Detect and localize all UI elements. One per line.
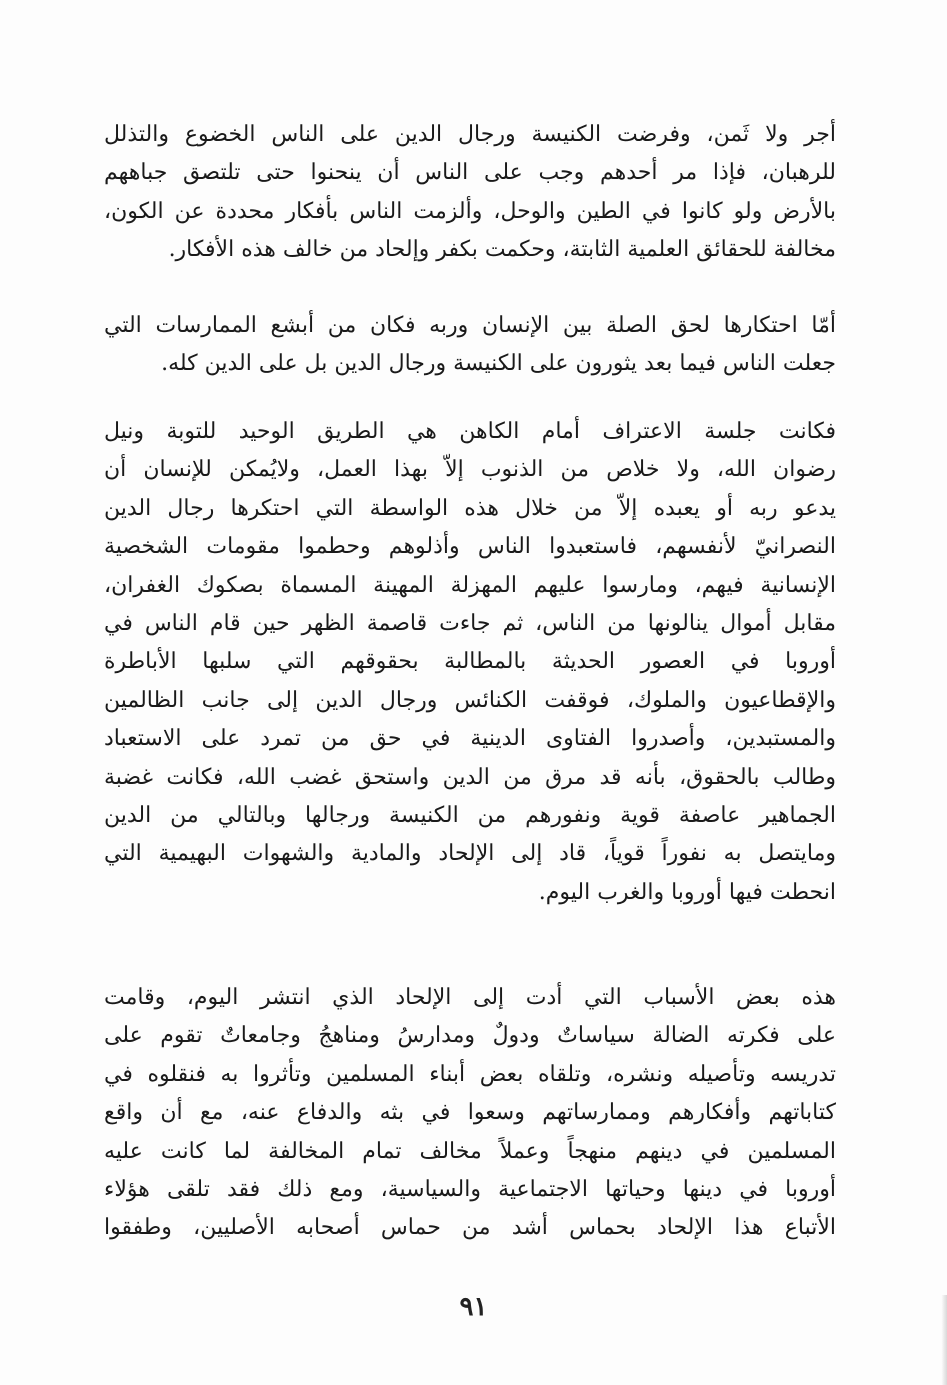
page-number: ٩١ [459, 1292, 488, 1322]
text-line: النصرانيّ لأنفسهم، فاستعبدوا الناس وأذلوهم وحطموا مقومات الشخصية [104, 534, 836, 560]
paragraph-4 [104, 979, 836, 1248]
page-edge-shadow [941, 1295, 947, 1385]
text-line: رضوان الله، ولا خلاص من الذنوب إلاّ بهذا العمل، ولايُمكن للإنسان أن [104, 457, 836, 483]
text-line: وطالب بالحقوق، بأنه قد مرق من الدين واستحق غضب الله، فكانت غضبة [104, 764, 836, 790]
text-line: أوروبا في العصور الحديثة بالمطالبة بحقوقهم التي سلبها الأباطرة [104, 649, 836, 675]
text-line: المسلمين في دينهم منهجاً وعملاً مخالف تمام المخالفة لما كانت عليه [104, 1138, 836, 1164]
text-line: الأتباع هذا الإلحاد بحماس أشد من حماس أصحابه الأصليين، وطفقوا [104, 1215, 836, 1241]
paragraph-1 [104, 116, 836, 270]
text-line: الجماهير عاصفة قوية ونفورهم من الكنيسة ورجالها وبالتالي من الدين [104, 803, 836, 829]
text-line: تدريسه وتأصيله ونشره، وتلقاه بعض أبناء المسلمين وتأثروا به فنقلوه في [104, 1061, 836, 1087]
paragraph-2 [104, 307, 836, 384]
text-line: والمستبدين، وأصدروا الفتاوى الدينية في حق من تمرد على الاستعباد [104, 726, 836, 752]
text-line: جعلت الناس فيما بعد يثورون على الكنيسة ورجال الدين بل على الدين كله. [161, 351, 836, 377]
text-line: أجر ولا ثَمن، وفرضت الكنيسة ورجال الدين على الناس الخضوع والتذلل [104, 122, 836, 147]
text-line: مخالفة للحقائق العلمية الثابتة، وحكمت بكفر وإلحاد من خالف هذه الأفكار. [168, 237, 836, 263]
text-line: ومايتصل به نفوراً قوياً، قاد إلى الإلحاد والمادية والشهوات البهيمية التي [104, 841, 836, 867]
text-line: انحطت فيها أوروبا والغرب اليوم. [538, 879, 836, 905]
text-line: هذه بعض الأسباب التي أدت إلى الإلحاد الذي انتشر اليوم، وقامت [104, 985, 836, 1010]
text-line: كتاباتهم وأفكارهم وممارساتهم وسعوا في بثه والدفاع عنه، مع أن واقع [104, 1100, 836, 1126]
text-line: أمّا احتكارها لحق الصلة بين الإنسان وربه فكان من أبشع الممارسات التي [104, 313, 836, 338]
text-line: بالأرض ولو كانوا في الطين والوحل، وألزمت الناس بأفكار محددة عن الكون، [104, 198, 836, 224]
paragraph-3 [104, 413, 836, 912]
text-line: والإقطاعيون والملوك، فوقفت الكنائس ورجال الدين إلى جانب الظالمين [104, 687, 836, 713]
text-line: أوروبا في دينها وحياتها الاجتماعية والسياسية، ومع ذلك فقد تلقى هؤلاء [104, 1177, 836, 1203]
text-line: مقابل أموال ينالونها من الناس، ثم جاءت قاصمة الظهر حين قام الناس في [104, 611, 836, 637]
text-line: على فكرته الضالة سياساتٌ ودولٌ ومدارسُ ومناهجُ وجامعاتٌ تقوم على [104, 1023, 836, 1049]
text-line: الإنسانية فيهم، ومارسوا عليهم المهزلة المهينة المسماة بصكوك الغفران، [104, 572, 836, 598]
text-line: للرهبان، فإذا مر أحدهم وجب على الناس أن ينحنوا حتى تلتصق جباههم [104, 160, 836, 186]
text-line: فكانت جلسة الاعتراف أمام الكاهن هي الطريق الوحيد للتوبة ونيل [104, 419, 836, 444]
text-line: يدعو ربه أو يعبده إلاّ من خلال هذه الواسطة التي احتكرها رجال الدين [104, 495, 836, 521]
